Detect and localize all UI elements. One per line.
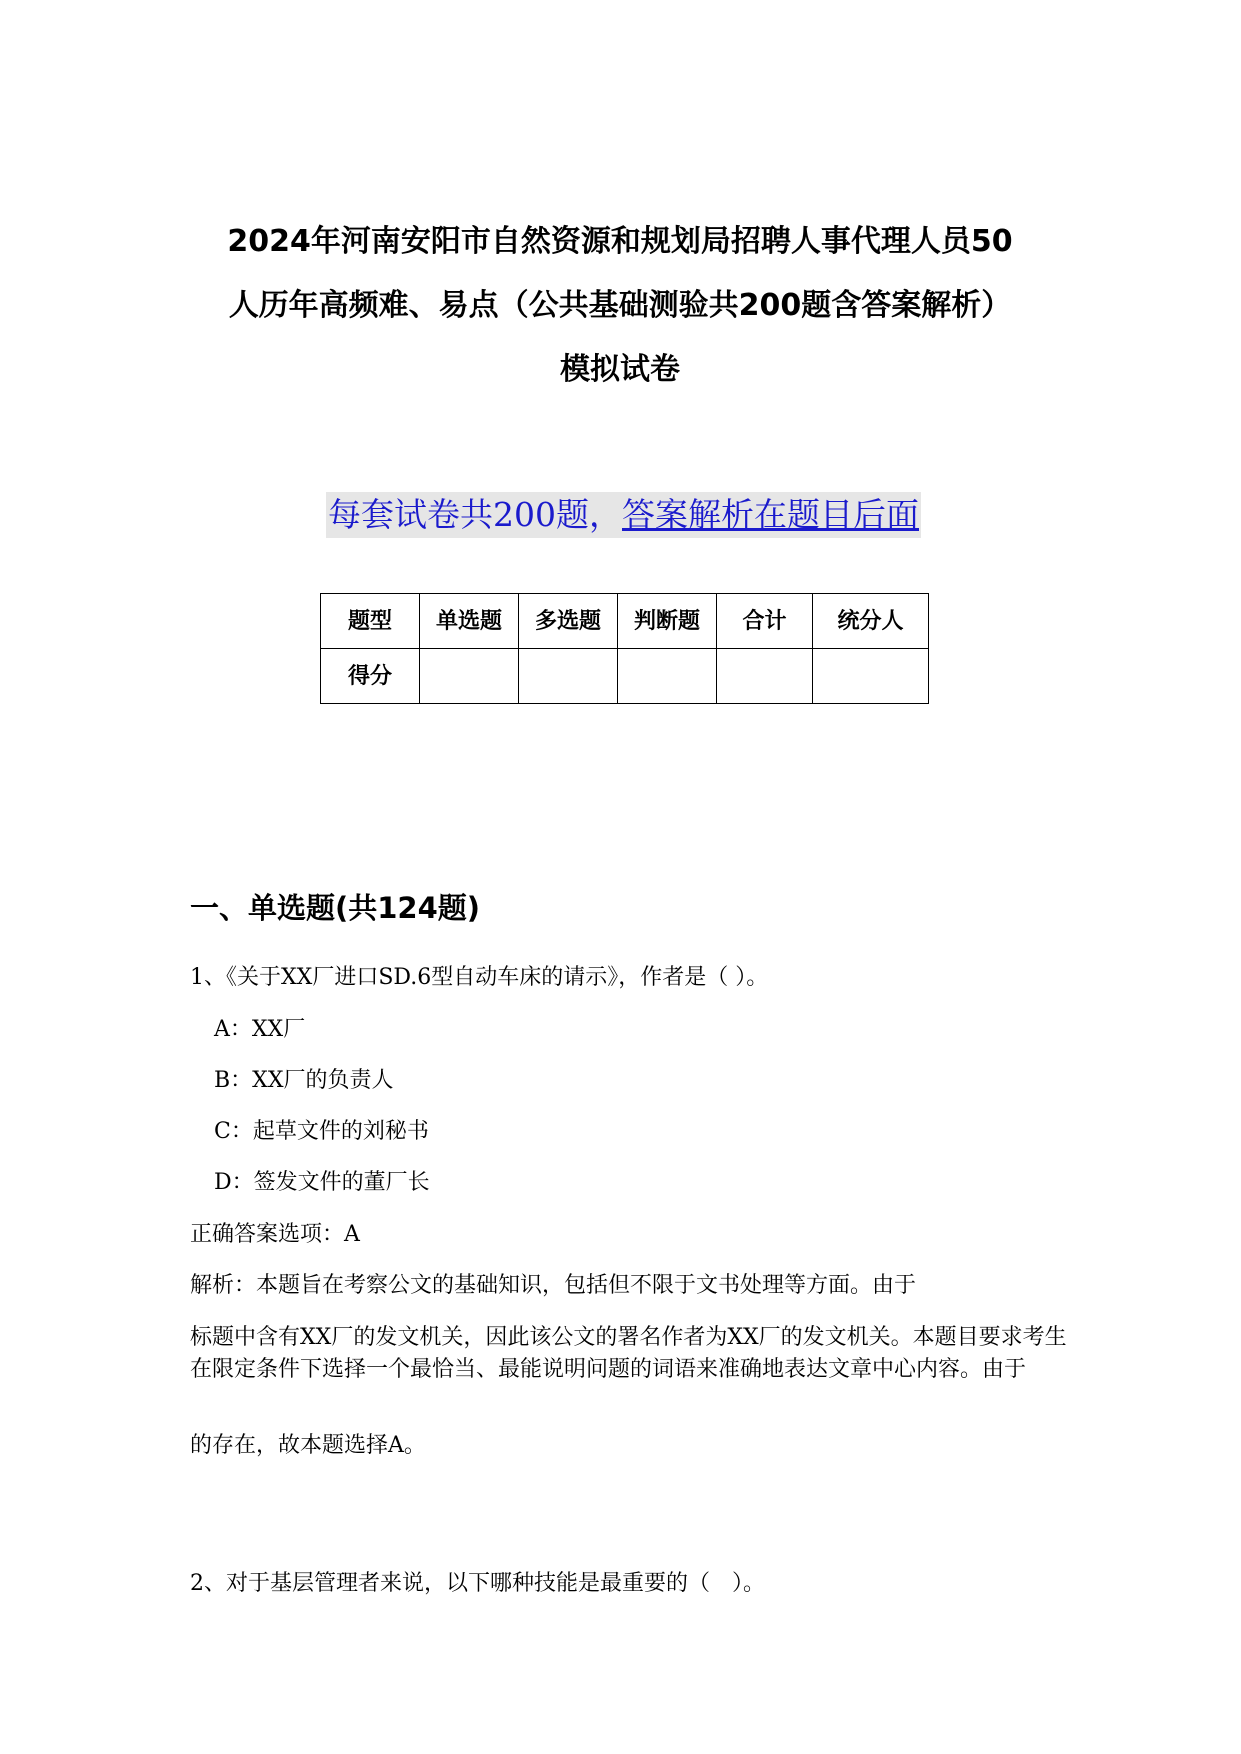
- score-row-label: 得分: [321, 649, 420, 704]
- question-1-option-d: D：签发文件的董厂长: [214, 1170, 430, 1195]
- header-cell-total: 合计: [717, 594, 813, 649]
- score-table-score-row: [321, 649, 929, 704]
- question-2: 2、对于基层管理者来说，以下哪种技能是最重要的（ ）。: [190, 1571, 765, 1596]
- question-1-analysis-2: 标题中含有XX厂的发文机关，因此该公文的署名作者为XX厂的发文机关。本题目要求考生在限定条件下选择一个最恰当、最能说明问题的词语来准确地表达文章中心内容。由于: [190, 1325, 1067, 1382]
- header-cell-type: 题型: [321, 594, 420, 649]
- banner-text: 每套试卷共200题，: [328, 495, 622, 534]
- title-line-3: 模拟试卷: [560, 352, 680, 387]
- banner-link[interactable]: 答案解析在题目后面: [622, 495, 919, 534]
- score-cell-multiple[interactable]: [519, 649, 618, 704]
- question-1-analysis-3: 的存在，故本题选择A。: [190, 1433, 426, 1458]
- score-cell-judge[interactable]: [618, 649, 717, 704]
- score-cell-total[interactable]: [717, 649, 813, 704]
- header-cell-scorer: 统分人: [813, 594, 929, 649]
- score-table: [320, 593, 929, 704]
- title-line-1: 2024年河南安阳市自然资源和规划局招聘人事代理人员50: [227, 224, 1013, 259]
- document-title: [170, 210, 1070, 402]
- header-cell-single: 单选题: [420, 594, 519, 649]
- question-1-analysis-1: 解析：本题旨在考察公文的基础知识，包括但不限于文书处理等方面。由于: [190, 1273, 917, 1298]
- question-1-option-a: A：XX厂: [214, 1017, 306, 1042]
- header-cell-multiple: 多选题: [519, 594, 618, 649]
- score-table-header-row: [321, 594, 929, 649]
- question-1-answer: 正确答案选项：A: [190, 1222, 360, 1247]
- question-1: 1、《关于XX厂进口SD.6型自动车床的请示》，作者是（ ）。: [190, 965, 769, 990]
- info-banner: [326, 492, 921, 538]
- section-heading: 一、单选题(共124题): [190, 891, 481, 925]
- score-cell-single[interactable]: [420, 649, 519, 704]
- title-line-2: 人历年高频难、易点（公共基础测验共200题含答案解析）: [228, 288, 1012, 323]
- question-1-option-c: C：起草文件的刘秘书: [214, 1119, 429, 1144]
- question-1-option-b: B：XX厂的负责人: [214, 1068, 394, 1093]
- header-cell-judge: 判断题: [618, 594, 717, 649]
- score-cell-scorer[interactable]: [813, 649, 929, 704]
